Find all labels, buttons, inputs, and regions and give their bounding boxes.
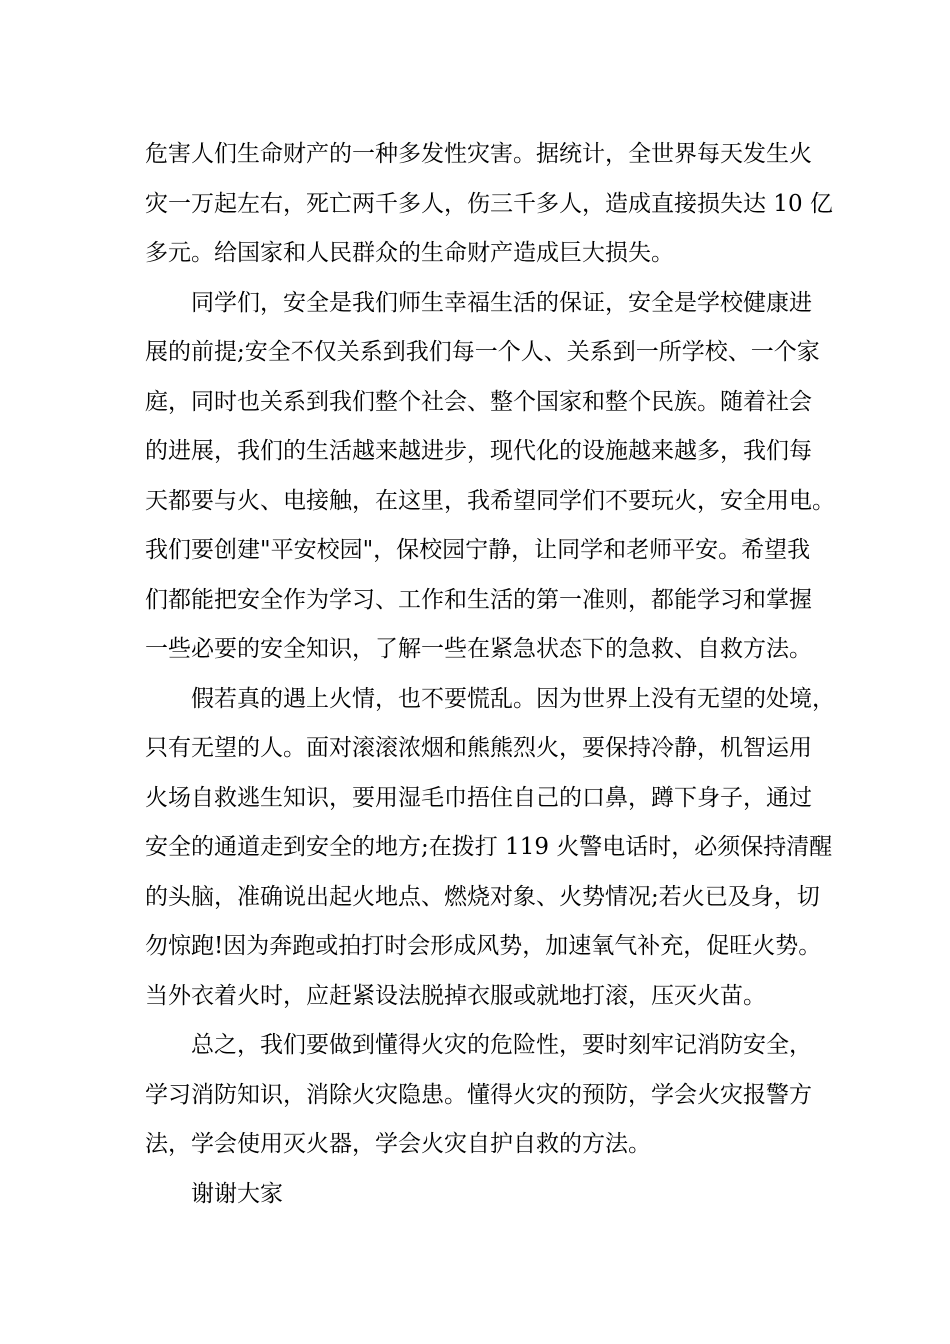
text-line: 安全的通道走到安全的地方;在拨打 119 火警电话时，必须保持清醒 — [145, 834, 833, 860]
closing-line: 谢谢大家 — [191, 1180, 283, 1207]
paragraph-thanks — [145, 1170, 835, 1220]
text-line: 总之，我们要做到懂得火灾的危险性，要时刻牢记消防安全， — [191, 1032, 812, 1058]
text-line: 天都要与火、电接触，在这里，我希望同学们不要玩火，安全用电。 — [145, 487, 835, 514]
document-body — [145, 130, 835, 1219]
text-line: 假若真的遇上火情，也不要慌乱。因为世界上没有无望的处境， — [191, 685, 835, 712]
text-line: 的头脑，准确说出起火地点、燃烧对象、火势情况;若火已及身，切 — [145, 883, 820, 910]
text-line: 同学们，安全是我们师生幸福生活的保证，安全是学校健康进 — [191, 289, 812, 316]
text-line: 展的前提;安全不仅关系到我们每一个人、关系到一所学校、一个家 — [145, 339, 820, 365]
paragraph-fire-hazard-stats — [145, 130, 835, 279]
text-line: 灾一万起左右，死亡两千多人，伤三千多人，造成直接损失达 10 亿 — [145, 190, 833, 217]
text-line: 当外衣着火时，应赶紧设法脱掉衣服或就地打滚，压灭火苗。 — [145, 982, 766, 1009]
text-line: 的进展，我们的生活越来越进步，现代化的设施越来越多，我们每 — [145, 438, 812, 464]
text-line: 一些必要的安全知识，了解一些在紧急状态下的急救、自救方法。 — [145, 636, 812, 662]
text-line: 学习消防知识，消除火灾隐患。懂得火灾的预防，学会火灾报警方 — [145, 1081, 812, 1108]
paragraph-safety-importance — [145, 279, 835, 675]
text-line: 我们要创建"平安校园"，保校园宁静，让同学和老师平安。希望我 — [145, 537, 811, 563]
text-line: 们都能把安全作为学习、工作和生活的第一准则，都能学习和掌握 — [145, 586, 812, 613]
text-line: 危害人们生命财产的一种多发性灾害。据统计，全世界每天发生火 — [145, 141, 812, 167]
text-line: 多元。给国家和人民群众的生命财产造成巨大损失。 — [145, 240, 674, 266]
paragraph-fire-escape — [145, 675, 835, 1022]
text-line: 庭，同时也关系到我们整个社会、整个国家和整个民族。随着社会 — [145, 388, 812, 415]
text-line: 法，学会使用灭火器，学会火灾自护自救的方法。 — [145, 1131, 651, 1157]
text-line: 火场自救逃生知识，要用湿毛巾捂住自己的口鼻，蹲下身子，通过 — [145, 784, 812, 811]
text-line: 勿惊跑!因为奔跑或拍打时会形成风势，加速氧气补充，促旺火势。 — [145, 933, 822, 959]
paragraph-conclusion — [145, 1021, 835, 1170]
text-line: 只有无望的人。面对滚滚浓烟和熊熊烈火，要保持冷静，机智运用 — [145, 735, 812, 761]
